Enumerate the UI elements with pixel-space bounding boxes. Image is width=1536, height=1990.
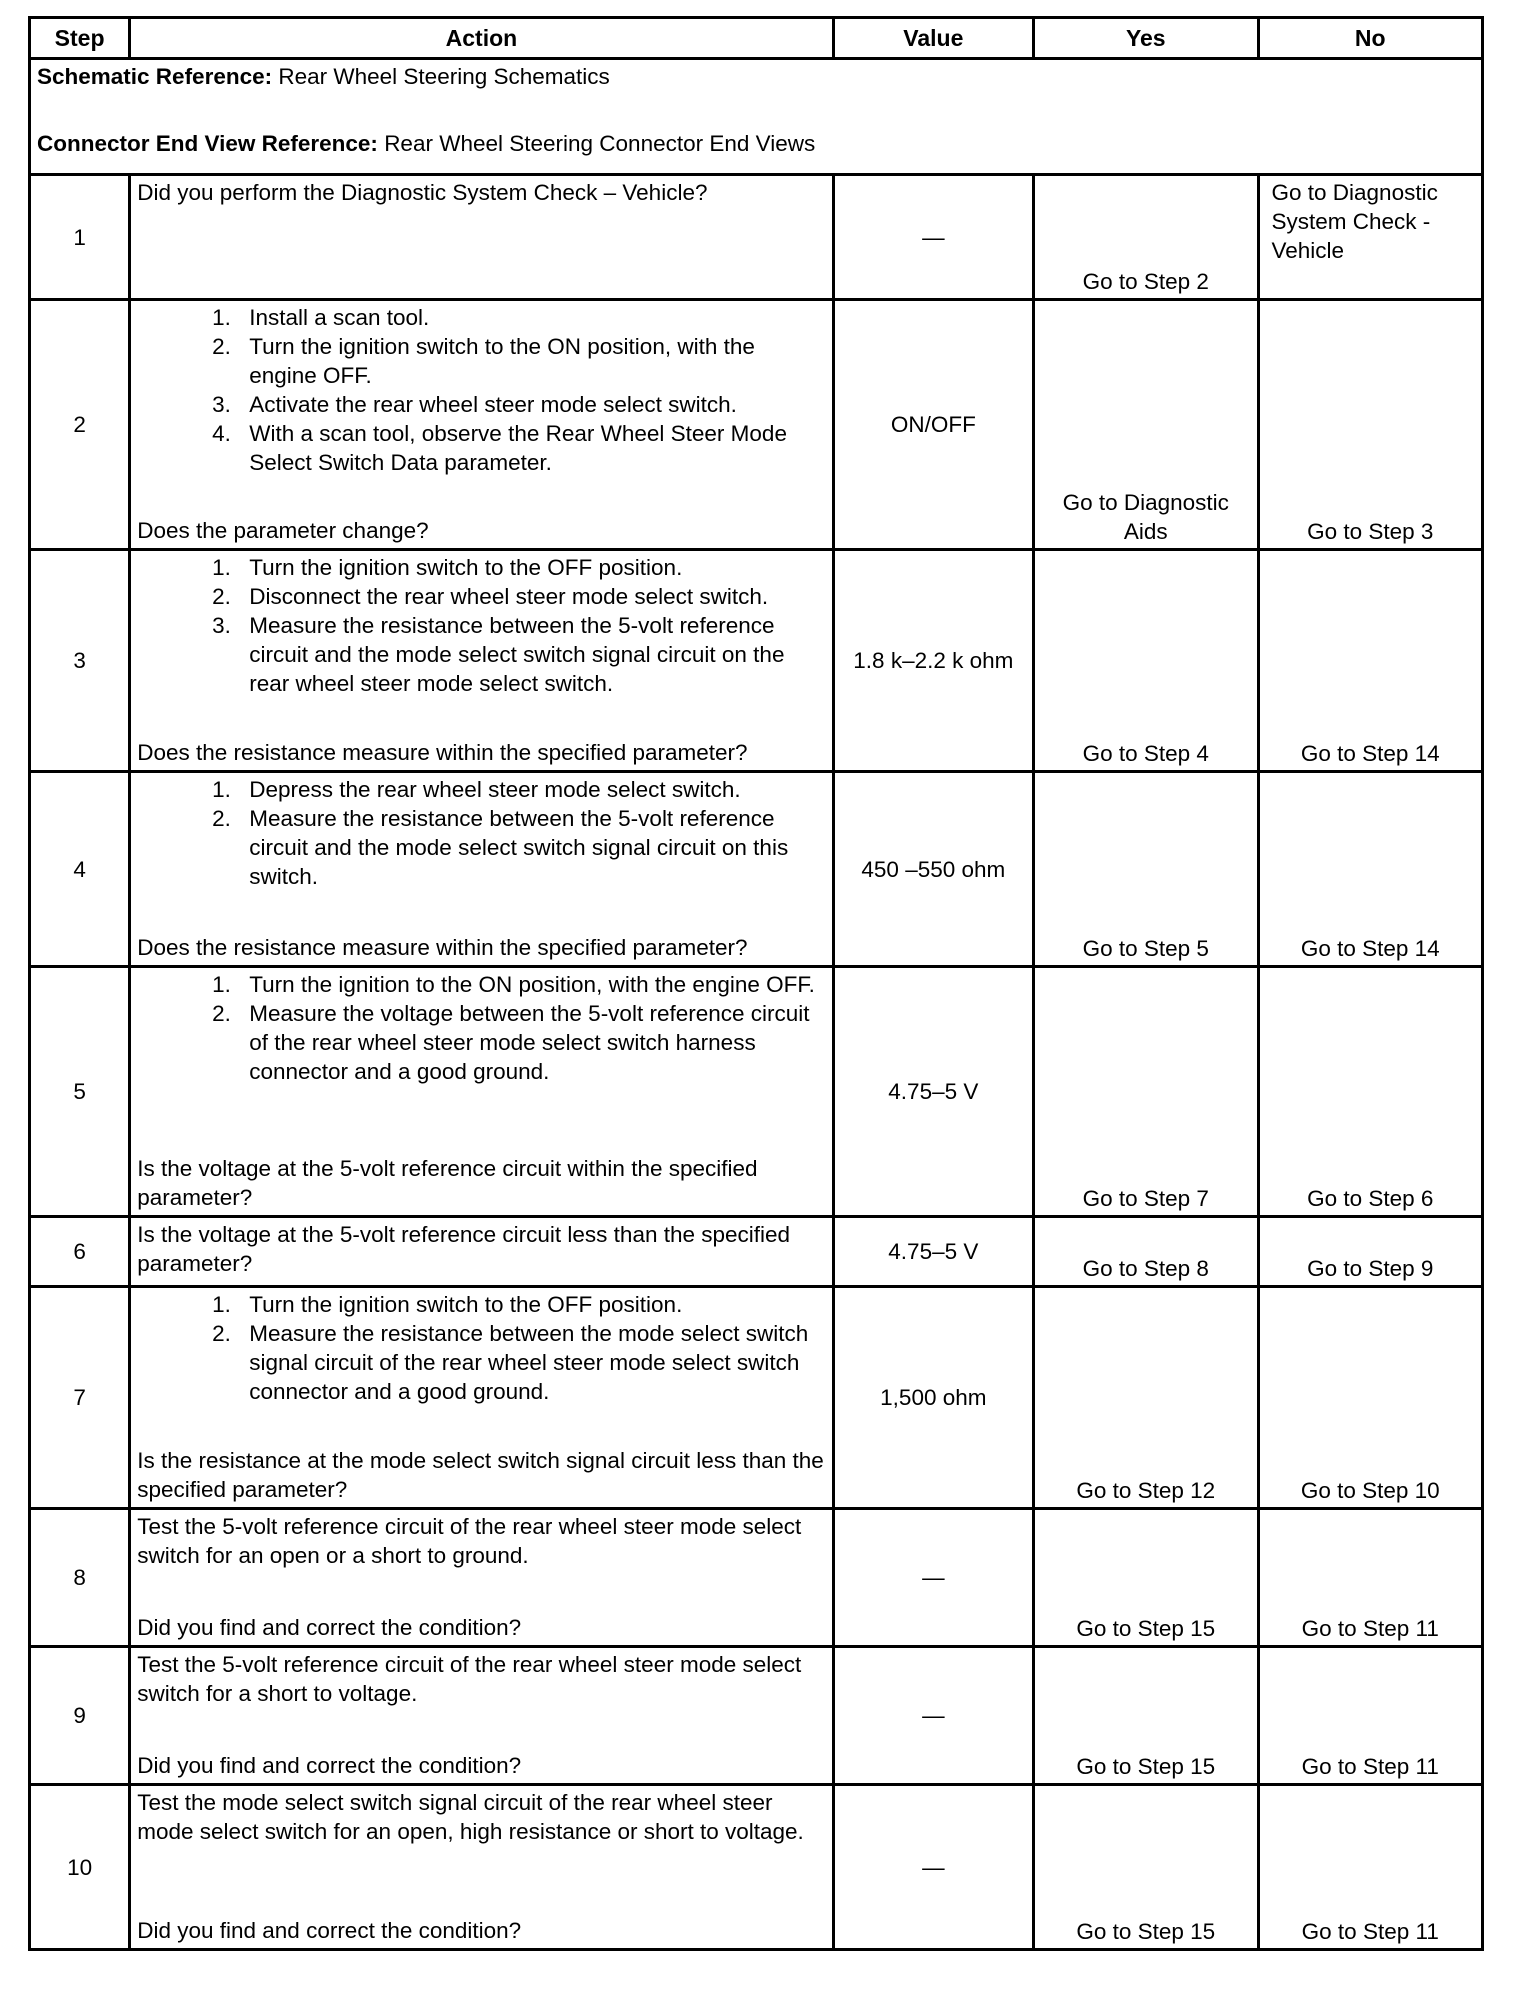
instruction-list (137, 553, 825, 698)
action-cell (130, 300, 833, 550)
value-cell: — (833, 1785, 1033, 1950)
value-cell: 4.75–5 V (833, 1217, 1033, 1287)
instruction-item: 3. Activate the rear wheel steer mode select switch. (237, 390, 825, 419)
step-number: 4 (30, 772, 130, 967)
action-cell (130, 1217, 833, 1287)
instruction-item: 2. Measure the resistance between the 5-volt reference circuit and the mode select switch signal circuit on this switch. (237, 804, 825, 891)
table-row (30, 772, 1483, 967)
table-row (30, 1785, 1483, 1950)
step-number: 9 (30, 1647, 130, 1785)
action-text: Is the voltage at the 5-volt reference circuit less than the specified parameter? (137, 1222, 791, 1276)
action-text: Test the mode select switch signal circuit of the rear wheel steer mode select switch for an open, high resistance or short to voltage. (137, 1790, 804, 1844)
action-cell (130, 550, 833, 772)
connector-reference-label: Connector End View Reference: (37, 131, 378, 156)
value-cell: 4.75–5 V (833, 967, 1033, 1217)
action-cell (130, 967, 833, 1217)
schematic-reference (37, 62, 1475, 91)
reference-row (30, 59, 1483, 175)
instruction-item: 1. Turn the ignition to the ON position, with the engine OFF. (237, 970, 825, 999)
action-cell (130, 1509, 833, 1647)
value-cell: — (833, 1509, 1033, 1647)
header-no: No (1258, 18, 1483, 59)
no-action[interactable]: Go to Step 11 (1258, 1509, 1483, 1647)
instruction-item: 2. Turn the ignition switch to the ON position, with the engine OFF. (237, 332, 825, 390)
connector-reference-link[interactable]: Rear Wheel Steering Connector End Views (384, 131, 816, 156)
step-number: 6 (30, 1217, 130, 1287)
table-row (30, 550, 1483, 772)
action-question: Did you find and correct the condition? (137, 1918, 522, 1943)
table-row (30, 300, 1483, 550)
no-action[interactable]: Go to Step 9 (1258, 1217, 1483, 1287)
instruction-list (137, 970, 825, 1086)
instruction-list (137, 1290, 825, 1406)
no-action[interactable]: Go to Step 11 (1258, 1647, 1483, 1785)
action-cell (130, 1647, 833, 1785)
instruction-item: 4. With a scan tool, observe the Rear Wheel Steer Mode Select Switch Data parameter. (237, 419, 825, 477)
action-question: Did you find and correct the condition? (137, 1615, 522, 1640)
yes-action[interactable]: Go to Step 7 (1034, 967, 1258, 1217)
step-number: 2 (30, 300, 130, 550)
header-action: Action (130, 18, 833, 59)
header-step: Step (30, 18, 130, 59)
value-cell: 450 –550 ohm (833, 772, 1033, 967)
yes-action[interactable]: Go to Step 15 (1034, 1647, 1258, 1785)
yes-action[interactable]: Go to Diagnostic Aids (1034, 300, 1258, 550)
reference-cell (30, 59, 1483, 175)
table-row (30, 1509, 1483, 1647)
action-text: Test the 5-volt reference circuit of the rear wheel steer mode select switch for an open or a short to ground. (137, 1514, 802, 1568)
table-row (30, 1287, 1483, 1509)
yes-action[interactable]: Go to Step 2 (1034, 175, 1258, 300)
no-action[interactable]: Go to Step 3 (1258, 300, 1483, 550)
action-question: Does the parameter change? (137, 518, 429, 543)
instruction-item: 2. Measure the voltage between the 5-volt reference circuit of the rear wheel steer mode select switch harness connector and a good ground. (237, 999, 825, 1086)
no-action[interactable]: Go to Step 6 (1258, 967, 1483, 1217)
action-text: Did you perform the Diagnostic System Check – Vehicle? (137, 180, 708, 205)
no-action[interactable]: Go to Diagnostic System Check - Vehicle (1258, 175, 1483, 300)
action-cell (130, 175, 833, 300)
step-number: 3 (30, 550, 130, 772)
header-yes: Yes (1034, 18, 1258, 59)
schematic-reference-label: Schematic Reference: (37, 64, 273, 89)
action-cell (130, 1785, 833, 1950)
value-cell: — (833, 175, 1033, 300)
yes-action[interactable]: Go to Step 5 (1034, 772, 1258, 967)
instruction-item: 1. Depress the rear wheel steer mode select switch. (237, 775, 825, 804)
yes-action[interactable]: Go to Step 15 (1034, 1785, 1258, 1950)
connector-reference (37, 129, 1475, 158)
instruction-list (137, 775, 825, 891)
header-row (30, 18, 1483, 59)
value-cell: 1,500 ohm (833, 1287, 1033, 1509)
instruction-item: 3. Measure the resistance between the 5-volt reference circuit and the mode select switch signal circuit on the rear wheel steer mode select switch. (237, 611, 825, 698)
value-cell: 1.8 k–2.2 k ohm (833, 550, 1033, 772)
instruction-item: 1. Turn the ignition switch to the OFF position. (237, 553, 825, 582)
no-action[interactable]: Go to Step 14 (1258, 550, 1483, 772)
action-cell (130, 1287, 833, 1509)
table-row (30, 1647, 1483, 1785)
table-row (30, 175, 1483, 300)
step-number: 1 (30, 175, 130, 300)
schematic-reference-link[interactable]: Rear Wheel Steering Schematics (278, 64, 610, 89)
header-value: Value (833, 18, 1033, 59)
action-question: Is the resistance at the mode select switch signal circuit less than the specified parameter? (137, 1448, 824, 1502)
value-cell: — (833, 1647, 1033, 1785)
action-question: Is the voltage at the 5-volt reference circuit within the specified parameter? (137, 1156, 758, 1210)
step-number: 7 (30, 1287, 130, 1509)
value-cell: ON/OFF (833, 300, 1033, 550)
instruction-item: 2. Measure the resistance between the mode select switch signal circuit of the rear wheel steer mode select switch connector and a good ground. (237, 1319, 825, 1406)
action-question: Did you find and correct the condition? (137, 1753, 522, 1778)
step-number: 8 (30, 1509, 130, 1647)
no-action[interactable]: Go to Step 14 (1258, 772, 1483, 967)
action-cell (130, 772, 833, 967)
instruction-item: 1. Install a scan tool. (237, 303, 825, 332)
action-question: Does the resistance measure within the specified parameter? (137, 740, 748, 765)
yes-action[interactable]: Go to Step 15 (1034, 1509, 1258, 1647)
no-action[interactable]: Go to Step 11 (1258, 1785, 1483, 1950)
instruction-item: 2. Disconnect the rear wheel steer mode select switch. (237, 582, 825, 611)
step-number: 5 (30, 967, 130, 1217)
yes-action[interactable]: Go to Step 4 (1034, 550, 1258, 772)
diagnostic-table (28, 16, 1484, 1951)
no-action[interactable]: Go to Step 10 (1258, 1287, 1483, 1509)
yes-action[interactable]: Go to Step 8 (1034, 1217, 1258, 1287)
instruction-list (137, 303, 825, 477)
action-text: Test the 5-volt reference circuit of the rear wheel steer mode select switch for a short to voltage. (137, 1652, 802, 1706)
action-question: Does the resistance measure within the specified parameter? (137, 935, 748, 960)
step-number: 10 (30, 1785, 130, 1950)
yes-action[interactable]: Go to Step 12 (1034, 1287, 1258, 1509)
instruction-item: 1. Turn the ignition switch to the OFF position. (237, 1290, 825, 1319)
table-row (30, 1217, 1483, 1287)
table-row (30, 967, 1483, 1217)
